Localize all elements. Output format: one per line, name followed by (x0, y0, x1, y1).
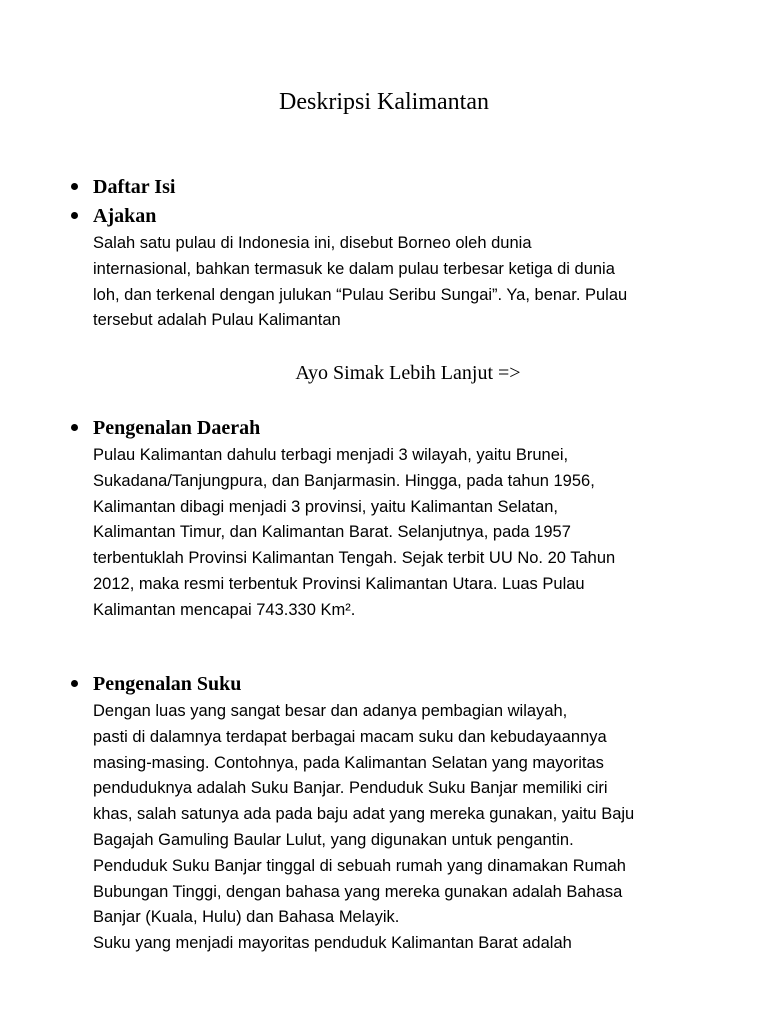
section-heading: Pengenalan Daerah (93, 417, 261, 439)
list-item (0, 203, 768, 231)
paragraph-line: Banjar (Kuala, Hulu) dan Bahasa Melayik. (93, 908, 400, 927)
paragraph-line: Salah satu pulau di Indonesia ini, disebut Borneo oleh dunia (93, 234, 532, 252)
section-pengenalan-daerah (0, 415, 768, 624)
paragraph-line: 2012, maka resmi terbentuk Provinsi Kalimantan Utara. Luas Pulau (93, 574, 585, 593)
document-title: Deskripsi Kalimantan (279, 89, 489, 115)
section-pengenalan-suku (0, 671, 768, 957)
paragraph-line: terbentuklah Provinsi Kalimantan Tengah. Sejak terbit UU No. 20 Tahun (93, 549, 616, 568)
paragraph-line: Penduduk Suku Banjar tinggal di sebuah rumah yang dinamakan Rumah (93, 856, 626, 875)
section-heading: Pengenalan Suku (93, 673, 242, 695)
paragraph-line: Suku yang menjadi mayoritas penduduk Kalimantan Barat adalah (93, 934, 572, 953)
section-heading: Ajakan (93, 205, 157, 227)
list-item (0, 174, 768, 202)
paragraph-line: Kalimantan Timur, dan Kalimantan Barat. Selanjutnya, pada 1957 (93, 523, 571, 542)
paragraph-line: loh, dan terkenal dengan julukan “Pulau Seribu Sungai”. Ya, benar. Pulau (93, 285, 628, 304)
section-paragraph (93, 443, 713, 624)
paragraph-line: tersebut adalah Pulau Kalimantan (93, 311, 341, 330)
paragraph-line: Bubungan Tinggi, dengan bahasa yang mereka gunakan adalah Bahasa (93, 882, 623, 901)
section-heading: Daftar Isi (93, 176, 176, 198)
section-ajakan (0, 203, 768, 334)
callout-text: Ayo Simak Lebih Lanjut => (295, 362, 521, 384)
paragraph-line: Sukadana/Tanjungpura, dan Banjarmasin. Hingga, pada tahun 1956, (93, 471, 595, 490)
paragraph-line: Pulau Kalimantan dahulu terbagi menjadi 3 wilayah, yaitu Brunei, (93, 446, 569, 464)
bullet-icon (71, 183, 78, 190)
section-paragraph (93, 231, 713, 334)
bullet-icon (71, 212, 78, 219)
list-item (0, 415, 768, 443)
paragraph-line: Dengan luas yang sangat besar dan adanya pembagian wilayah, (93, 702, 568, 720)
paragraph-line: pasti di dalamnya terdapat berbagai macam suku dan kebudayaannya (93, 727, 607, 746)
paragraph-line: khas, salah satunya ada pada baju adat yang mereka gunakan, yaitu Baju (93, 805, 635, 824)
list-item (0, 671, 768, 699)
paragraph-line: Kalimantan mencapai 743.330 Km². (93, 600, 356, 619)
paragraph-line: penduduknya adalah Suku Banjar. Penduduk Suku Banjar memiliki ciri (93, 779, 608, 798)
bullet-icon (71, 424, 78, 431)
paragraph-line: Bagajah Gamuling Baular Lulut, yang digunakan untuk pengantin. (93, 830, 574, 849)
paragraph-line: internasional, bahkan termasuk ke dalam pulau terbesar ketiga di dunia (93, 259, 615, 278)
section-paragraph (93, 699, 713, 957)
paragraph-line: masing-masing. Contohnya, pada Kalimantan Selatan yang mayoritas (93, 753, 604, 772)
paragraph-line: Kalimantan dibagi menjadi 3 provinsi, yaitu Kalimantan Selatan, (93, 497, 559, 516)
bullet-icon (71, 680, 78, 687)
section-daftar-isi (0, 174, 768, 202)
